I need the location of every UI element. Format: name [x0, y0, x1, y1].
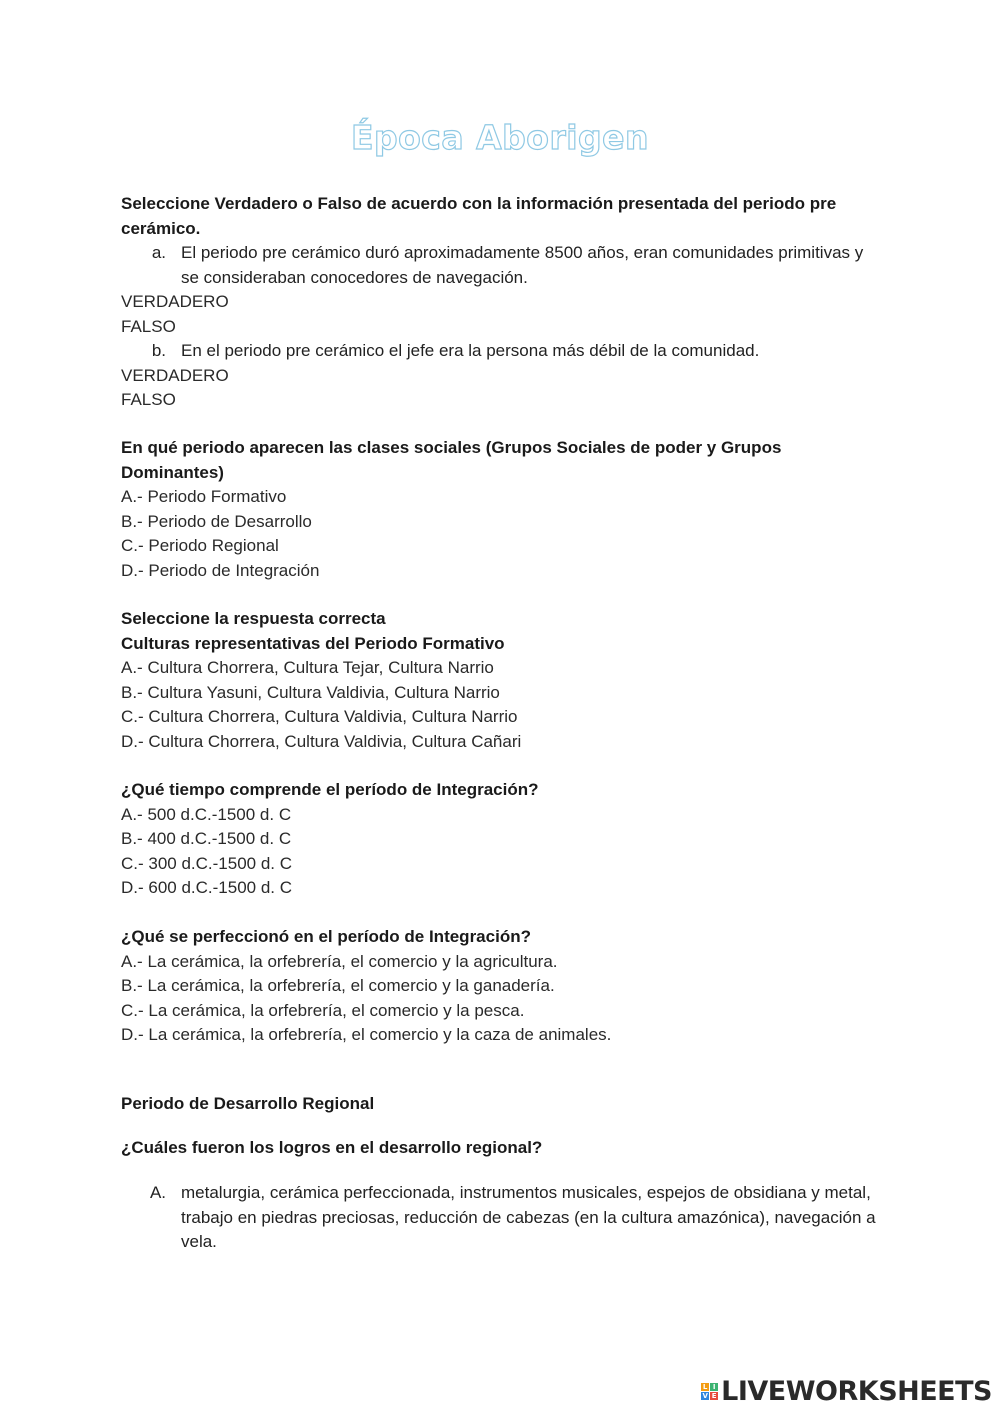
option-true[interactable]: VERDADERO — [121, 292, 229, 311]
answer-option-c[interactable]: C.- Periodo Regional — [121, 536, 279, 555]
question-block-5 — [121, 925, 881, 1048]
question-block-4 — [121, 778, 881, 901]
list-text: metalurgia, cerámica perfeccionada, instrumentos musicales, espejos de obsidiana y metal, trabajo en piedras preciosas, reducción de cabezas (en la cultura amazónica), navegación a vela. — [181, 1183, 876, 1251]
statement-marker: b. — [151, 341, 166, 360]
statement-b — [121, 339, 881, 364]
answer-option-c[interactable]: C.- 300 d.C.-1500 d. C — [121, 853, 293, 873]
question-block-6 — [121, 1136, 881, 1161]
question-text: ¿Cuáles fueron los logros en el desarrollo regional? — [121, 1138, 543, 1157]
section-heading — [121, 1092, 881, 1117]
question-block-2 — [121, 436, 881, 583]
answer-option-c[interactable]: C.- Cultura Chorrera, Cultura Valdivia, Cultura Narrio — [121, 707, 518, 726]
instruction-text: Seleccione la respuesta correcta — [121, 609, 386, 628]
statement-marker: a. — [151, 243, 166, 262]
liveworksheets-logo — [701, 1376, 992, 1407]
answer-option-b[interactable]: B.- Cultura Yasuni, Cultura Valdivia, Cultura Narrio — [121, 682, 500, 702]
list-marker: A. — [149, 1183, 166, 1202]
page-title: Época Aborigen — [350, 118, 650, 157]
question-block-1 — [121, 192, 881, 413]
logo-icon — [701, 1383, 718, 1400]
answer-option-d[interactable]: D.- La cerámica, la orfebrería, el comercio y la caza de animales. — [121, 1025, 612, 1044]
answer-item-a — [121, 1181, 891, 1255]
statement-text: El periodo pre cerámico duró aproximadamente 8500 años, eran comunidades primitivas y se consideraban conocedores de navegación. — [181, 243, 864, 287]
question-text: Culturas representativas del Periodo Formativo — [121, 633, 505, 653]
logo-letter-v: V — [702, 1391, 708, 1400]
question-text: En qué periodo aparecen las clases sociales (Grupos Sociales de poder y Grupos Dominantes) — [121, 438, 782, 482]
answer-option-a[interactable]: A.- La cerámica, la orfebrería, el comercio y la agricultura. — [121, 951, 558, 971]
question-text: ¿Qué tiempo comprende el período de Integración? — [121, 780, 539, 799]
answer-option-b[interactable]: B.- 400 d.C.-1500 d. C — [121, 829, 292, 848]
answer-option-b[interactable]: B.- La cerámica, la orfebrería, el comercio y la ganadería. — [121, 976, 555, 995]
answer-option-b[interactable]: B.- Periodo de Desarrollo — [121, 511, 312, 531]
answer-option-d[interactable]: D.- Periodo de Integración — [121, 560, 320, 580]
logo-letter-l: L — [702, 1382, 708, 1391]
answer-option-a[interactable]: A.- Cultura Chorrera, Cultura Tejar, Cultura Narrio — [121, 658, 494, 677]
section-heading-text: Periodo de Desarrollo Regional — [121, 1094, 375, 1113]
statement-a — [121, 241, 881, 290]
logo-letter-i: I — [710, 1383, 718, 1391]
answer-option-d[interactable]: D.- Cultura Chorrera, Cultura Valdivia, Cultura Cañari — [121, 731, 522, 751]
logo-letter-e: E — [711, 1391, 717, 1400]
question-block-3 — [121, 607, 881, 754]
list-item — [121, 1181, 891, 1255]
option-true[interactable]: VERDADERO — [121, 365, 229, 385]
option-false[interactable]: FALSO — [121, 390, 176, 409]
brand-name: LIVEWORKSHEETS — [721, 1376, 992, 1407]
question-text: Seleccione Verdadero o Falso de acuerdo con la información presentada del periodo pre cerámico. — [121, 194, 837, 238]
answer-option-d[interactable]: D.- 600 d.C.-1500 d. C — [121, 878, 293, 897]
question-text: ¿Qué se perfeccionó en el período de Integración? — [121, 927, 531, 946]
answer-option-a[interactable]: A.- Periodo Formativo — [121, 487, 287, 506]
statement-text: En el periodo pre cerámico el jefe era la persona más débil de la comunidad. — [181, 341, 760, 360]
answer-option-a[interactable]: A.- 500 d.C.-1500 d. C — [121, 804, 292, 824]
answer-option-c[interactable]: C.- La cerámica, la orfebrería, el comercio y la pesca. — [121, 1000, 525, 1020]
option-false[interactable]: FALSO — [121, 316, 176, 336]
